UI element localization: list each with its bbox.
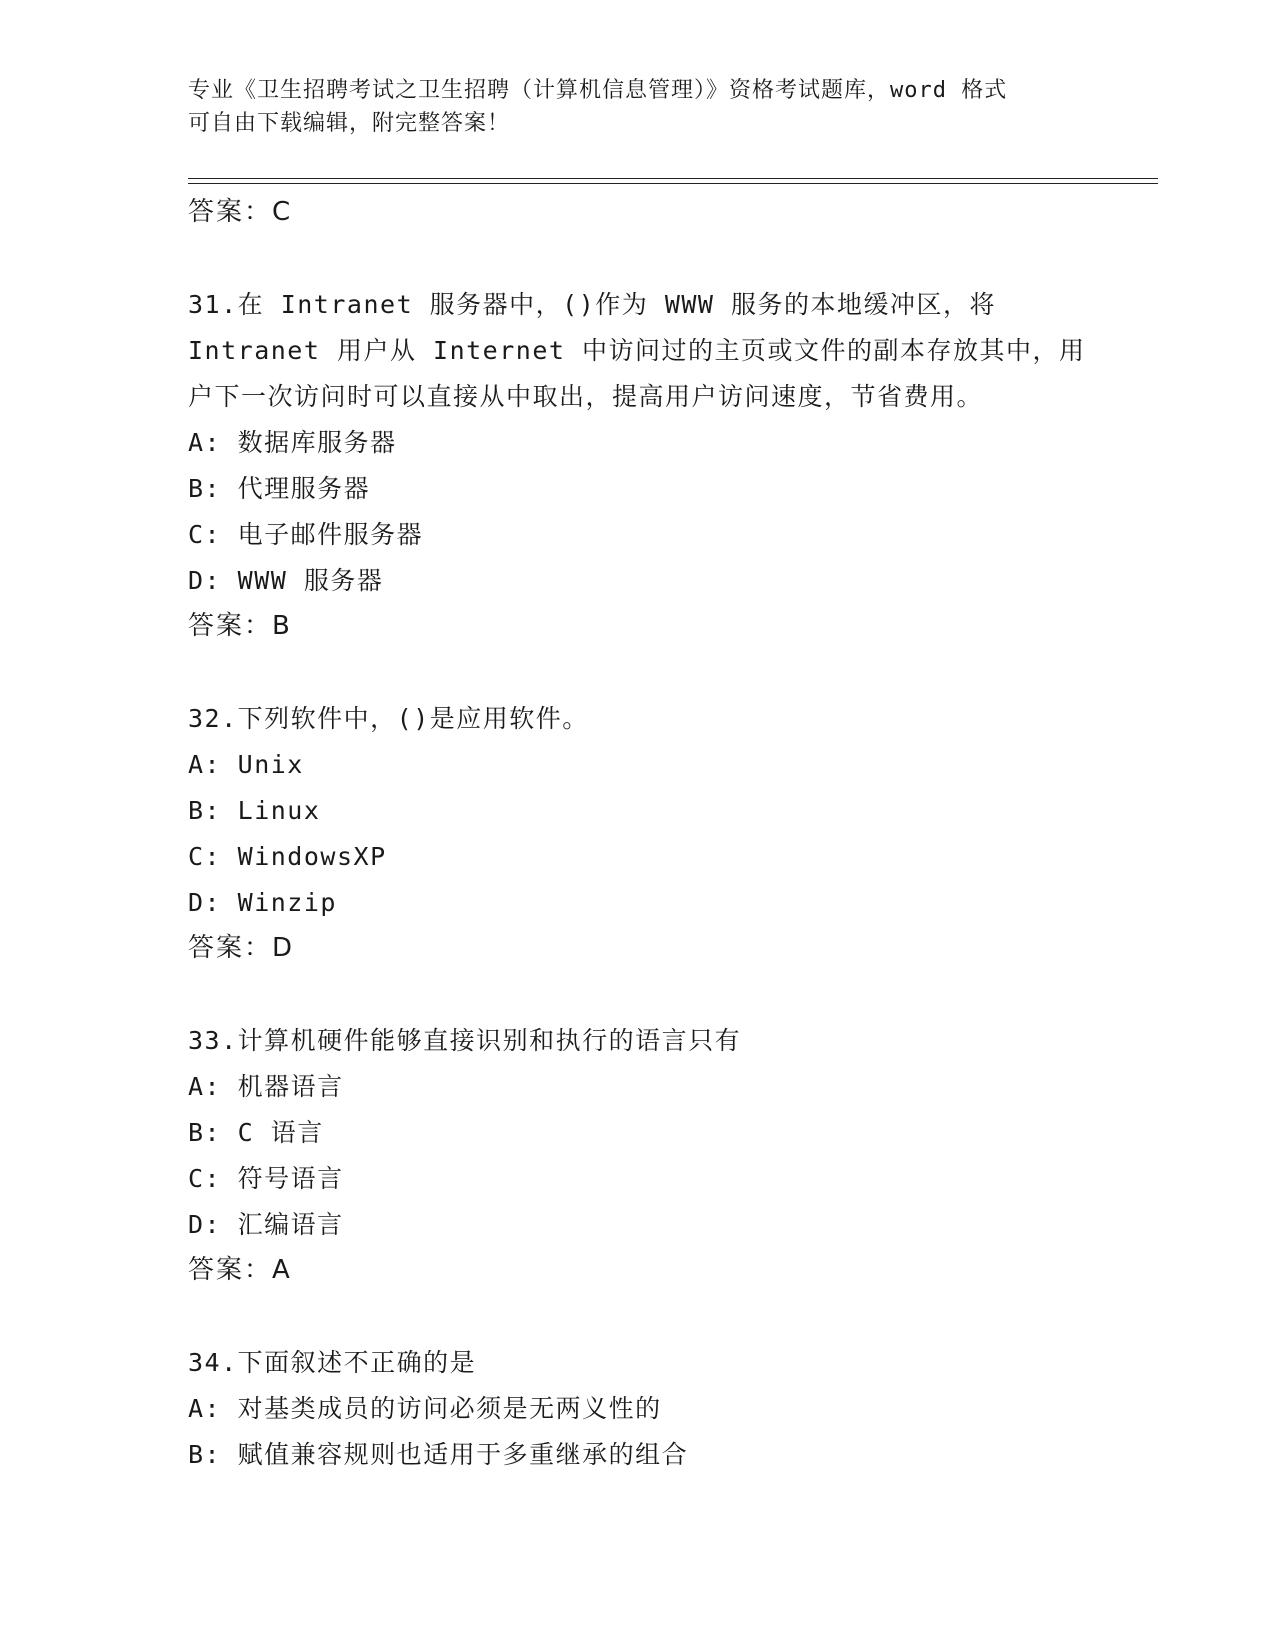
header-divider — [188, 183, 1158, 184]
option-c: C: 符号语言 — [188, 1164, 344, 1193]
option-b: B: C 语言 — [188, 1118, 324, 1147]
spacer — [188, 970, 1148, 1018]
option-b: B: 赋值兼容规则也适用于多重继承的组合 — [188, 1440, 689, 1469]
option-d: D: Winzip — [188, 888, 337, 917]
question-text: Intranet 用户从 Internet 中访问过的主页或文件的副本存放其中，用 — [188, 336, 1086, 365]
answer-line: 答案：A — [188, 1255, 292, 1285]
question-block — [188, 696, 1148, 970]
option-c: C: 电子邮件服务器 — [188, 520, 424, 549]
document-header — [188, 74, 1088, 140]
question-text: 34.下面叙述不正确的是 — [188, 1348, 477, 1377]
option-d: D: 汇编语言 — [188, 1210, 344, 1239]
header-line: 可自由下载编辑，附完整答案！ — [188, 111, 511, 136]
spacer — [188, 1292, 1148, 1340]
question-list — [188, 190, 1148, 1478]
question-block — [188, 1018, 1148, 1292]
spacer — [188, 234, 1148, 282]
option-c: C: WindowsXP — [188, 842, 387, 871]
option-b: B: Linux — [188, 796, 321, 825]
question-text: 33.计算机硬件能够直接识别和执行的语言只有 — [188, 1026, 742, 1055]
option-d: D: WWW 服务器 — [188, 566, 384, 595]
option-a: A: 对基类成员的访问必须是无两义性的 — [188, 1394, 662, 1423]
header-line: 专业《卫生招聘考试之卫生招聘（计算机信息管理）》资格考试题库，word 格式 — [188, 78, 1008, 103]
answer-line: 答案：C — [188, 197, 293, 227]
spacer — [188, 648, 1148, 696]
question-block — [188, 282, 1148, 648]
question-text: 户下一次访问时可以直接从中取出，提高用户访问速度，节省费用。 — [188, 382, 984, 411]
question-text: 32.下列软件中，()是应用软件。 — [188, 704, 589, 733]
header-divider — [188, 178, 1158, 179]
option-a: A: Unix — [188, 750, 304, 779]
option-a: A: 数据库服务器 — [188, 428, 397, 457]
question-text: 31.在 Intranet 服务器中，()作为 WWW 服务的本地缓冲区，将 — [188, 290, 997, 319]
answer-line: 答案：D — [188, 933, 295, 963]
option-b: B: 代理服务器 — [188, 474, 371, 503]
option-a: A: 机器语言 — [188, 1072, 344, 1101]
answer-line: 答案：B — [188, 611, 292, 641]
question-block — [188, 1340, 1148, 1478]
